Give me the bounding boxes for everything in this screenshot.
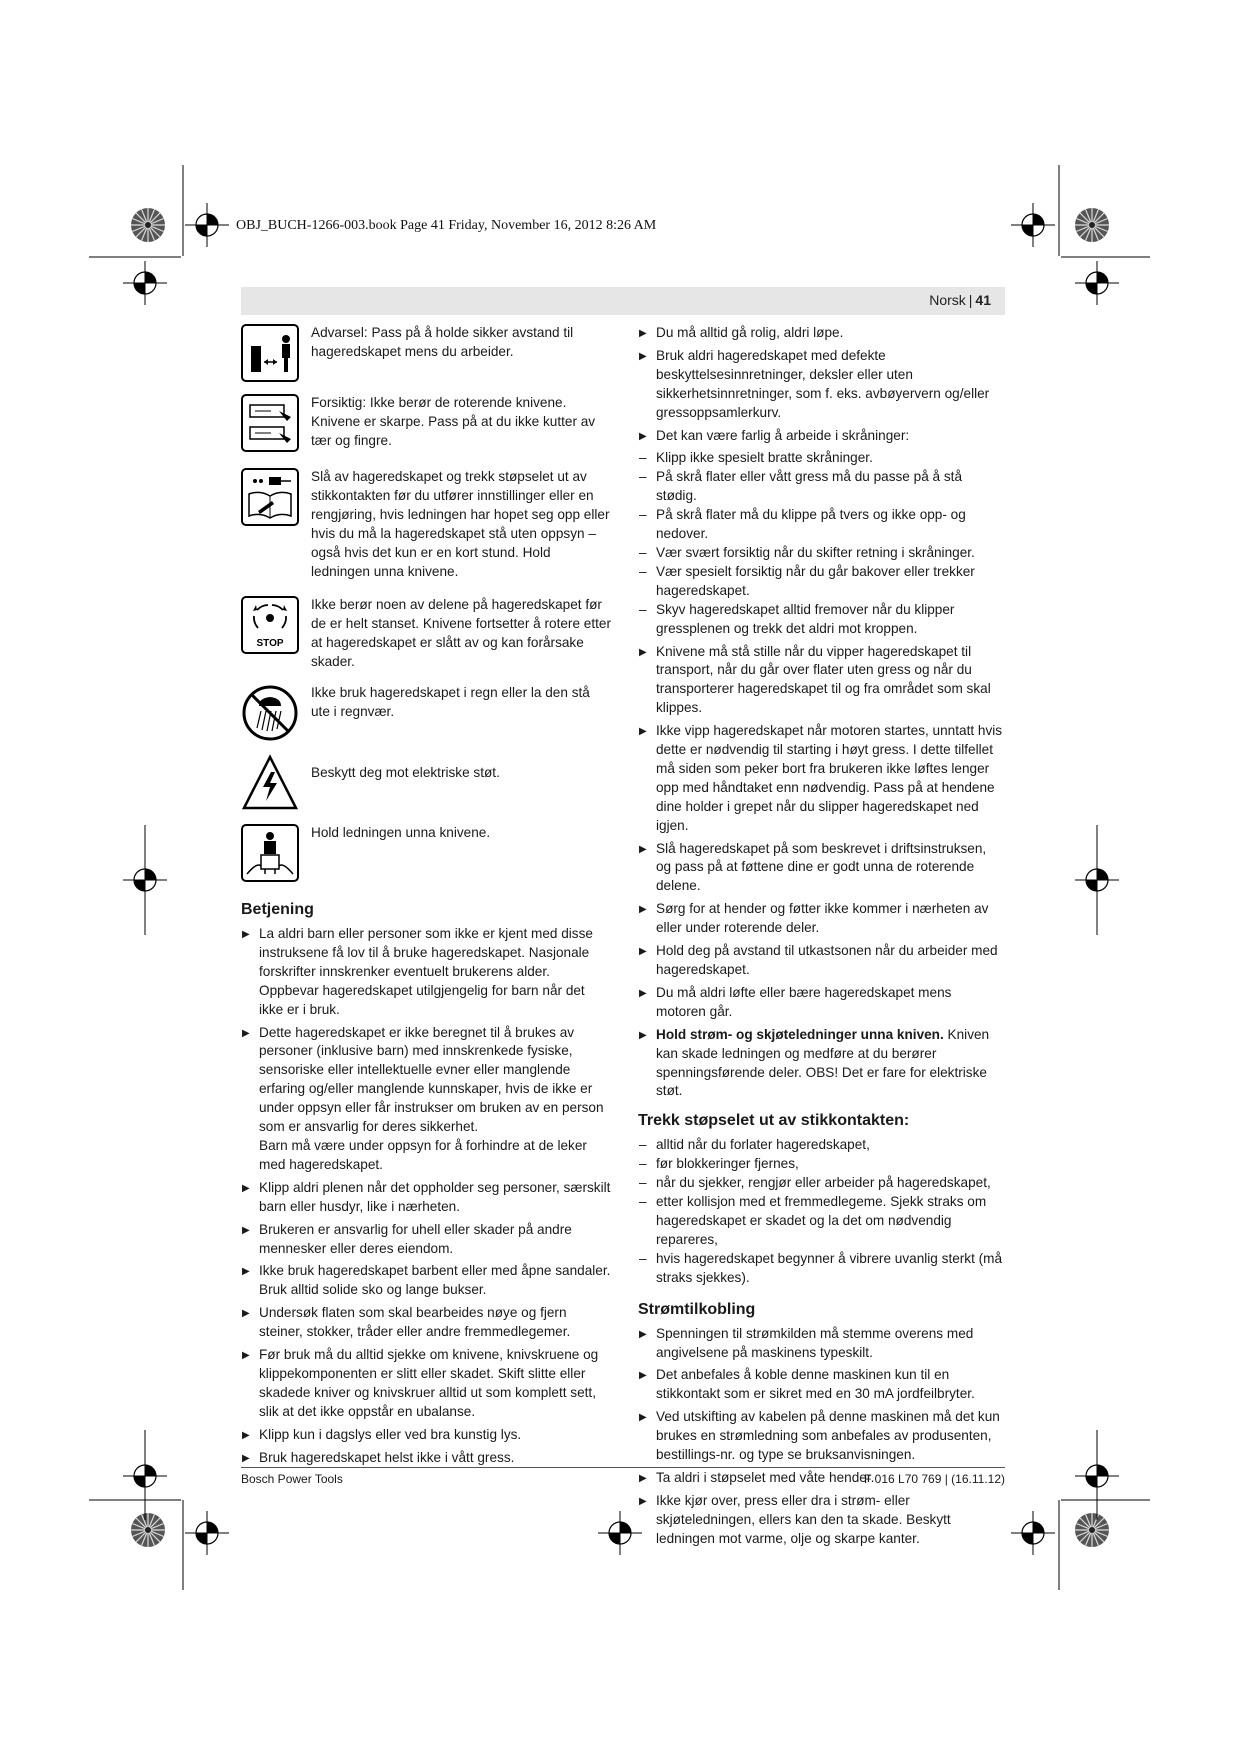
list-item: – Vær spesielt forsiktig når du går bakover eller trekker hageredskapet. — [638, 563, 1005, 601]
list-item: – alltid når du forlater hageredskapet, — [638, 1136, 1005, 1155]
footer-doc-number: F 016 L70 769 | (16.11.12) — [864, 1472, 1005, 1486]
book-header: OBJ_BUCH-1266-003.book Page 41 Friday, November 16, 2012 8:26 AM — [236, 218, 657, 233]
list-item-text: Brukeren er ansvarlig for uhell eller skader på andre mennesker eller deres eiendom. — [259, 1221, 572, 1256]
symbol-text: Ikke bruk hageredskapet i regn eller la den stå ute i regnvær. — [311, 685, 590, 719]
electric-shock-icon — [241, 754, 301, 812]
symbol-row — [241, 394, 611, 464]
list-item: – når du sjekker, rengjør eller arbeider på hageredskapet, — [638, 1174, 1005, 1193]
list-item — [241, 1346, 611, 1422]
unplug-list — [638, 1136, 1005, 1287]
list-item: ▶ Bruk aldri hageredskapet med defekte beskyttelsesinnretninger, deksler eller uten sikkerhetsinnretninger, som f. eks. avbøyervern og/eller gressoppsamlerkurv. — [638, 347, 1005, 423]
list-item — [241, 1221, 611, 1259]
rotating-blades-icon — [241, 394, 301, 452]
list-item-text: Dette hageredskapet er ikke beregnet til å brukes av personer (inklusive barn) med innskrenkede fysiske, sensoriske eller intellektuelle evner eller manglende erfaring og/eller manglende kunnskaper, hvis de ikke er under oppsyn eller får instrukser om bruken av en person som er ansvarlig for deres sikkerhet. — [259, 1024, 604, 1135]
unplug-manual-icon — [241, 468, 301, 526]
safety-distance-icon — [241, 324, 301, 382]
right-column — [638, 324, 1005, 1553]
list-item: ▶ Det anbefales å koble denne maskinen kun til en stikkontakt som er sikret med en 30 mA jordfeilbryter. — [638, 1366, 1005, 1404]
power-heading: Strømtilkobling — [638, 1300, 756, 1318]
list-item-bold: Hold strøm- og skjøteledninger unna kniven. — [656, 1026, 944, 1042]
list-item-text: La aldri barn eller personer som ikke er kjent med disse instruksene få lov til å bruke hageredskapet. Nasjonale forskrifter innskrenker eventuelt brukerens alder. Oppbevar hageredskapet utilgjengelig for barn når det ikke er i bruk. — [259, 926, 593, 1017]
list-item: – før blokkeringer fjernes, — [638, 1155, 1005, 1174]
list-item: – hvis hageredskapet begynner å vibrere uvanlig sterkt (må straks sjekkes). — [638, 1250, 1005, 1288]
list-item: ▶ Knivene må stå stille når du vipper hageredskapet til transport, når du går over flater uten gress og når du transporterer hageredskapet til og fra området som skal klippes. — [638, 643, 1005, 719]
slope-list — [638, 449, 1005, 638]
list-item-text: Før bruk må du alltid sjekke om knivene, knivskruene og klippekomponenten er slitt eller skadet. Skift slitte eller skadede kniver og knivskruer alltid ut som komplett sett, slik at det ikke oppstår en ubalanse. — [259, 1347, 599, 1419]
header-separator: | — [968, 292, 973, 308]
list-item: ▶ Du må alltid gå rolig, aldri løpe. — [638, 324, 1005, 343]
list-item-text: Klipp kun i dagslys eller ved bra kunstig lys. — [259, 1426, 522, 1442]
list-item: ▶ Ikke kjør over, press eller dra i strøm- eller skjøteledningen, ellers kan den ta skade. Beskytt ledningen mot varme, olje og skarpe kanter. — [638, 1492, 1005, 1549]
list-item — [241, 1426, 611, 1445]
list-item: ▶ Ta aldri i støpselet med våte hender. — [638, 1469, 1005, 1488]
list-item: – På skrå flater eller vått gress må du passe på å stå stødig. — [638, 468, 1005, 506]
symbol-text: Ikke berør noen av delene på hageredskapet før de er helt stanset. Knivene fortsetter å rotere etter at hageredskapet er slått av og kan forårsake skader. — [311, 597, 611, 669]
no-rain-icon — [241, 684, 301, 742]
list-item: – Klipp ikke spesielt bratte skråninger. — [638, 449, 1005, 468]
symbol-text: Forsiktig: Ikke berør de roterende knivene. Knivene er skarpe. Pass på at du ikke kutter av tær og fingre. — [311, 395, 596, 448]
list-item — [638, 1026, 1005, 1102]
page-header-band — [241, 287, 1005, 315]
symbol-row — [241, 324, 611, 390]
symbol-text: Hold ledningen unna knivene. — [311, 825, 491, 840]
betjening-list — [241, 925, 611, 1467]
list-item: ▶ Slå hageredskapet på som beskrevet i driftsinstruksen, og pass på at føttene dine er godt unna de roterende delene. — [638, 840, 1005, 897]
left-column — [241, 324, 611, 1471]
list-item: ▶ Spenningen til strømkilden må stemme overens med angivelsene på maskinens typeskilt. — [638, 1325, 1005, 1363]
symbol-row — [241, 684, 611, 750]
operation-list-a — [638, 324, 1005, 445]
list-item — [241, 1179, 611, 1217]
list-item: ▶ Du må aldri løfte eller bære hageredskapet mens motoren går. — [638, 984, 1005, 1022]
list-item — [241, 1024, 611, 1175]
list-item: ▶ Sørg for at hender og føtter ikke kommer i nærheten av eller under roterende deler. — [638, 900, 1005, 938]
list-item: – Skyv hageredskapet alltid fremover når du klipper gressplenen og trekk det aldri mot kroppen. — [638, 601, 1005, 639]
stop-label: STOP — [256, 638, 284, 649]
list-item — [241, 1262, 611, 1300]
cable-away-icon — [241, 824, 301, 882]
list-item — [241, 1449, 611, 1468]
list-item-text: Ikke bruk hageredskapet barbent eller med åpne sandaler. Bruk alltid solide sko og lange bukser. — [259, 1263, 611, 1298]
symbol-text: Advarsel: Pass på å holde sikker avstand til hageredskapet mens du arbeider. — [311, 325, 574, 359]
symbol-row — [241, 754, 611, 820]
operation-list-b — [638, 643, 1005, 1102]
betjening-heading: Betjening — [241, 901, 314, 918]
list-item: ▶ Ved utskifting av kabelen på denne maskinen må det kun brukes en strømledning som anbefales av produsenten, bestillings-nr. og type se bruksanvisningen. — [638, 1408, 1005, 1465]
list-item-note: Barn må være under oppsyn for å forhindre at de leker med hageredskapet. — [259, 1137, 587, 1172]
list-item: ▶ Hold deg på avstand til utkastsonen når du arbeider med hageredskapet. — [638, 942, 1005, 980]
list-item-text: Bruk hageredskapet helst ikke i vått gress. — [259, 1449, 515, 1465]
stop-rotation-icon — [241, 596, 301, 654]
footer-divider — [241, 1467, 1005, 1468]
list-item-text: Klipp aldri plenen når det oppholder seg personer, særskilt barn eller husdyr, like i nærheten. — [259, 1179, 611, 1214]
list-item: – Vær svært forsiktig når du skifter retning i skråninger. — [638, 544, 1005, 563]
symbol-text: Beskytt deg mot elektriske støt. — [311, 765, 500, 780]
list-item: – På skrå flater må du klippe på tvers og ikke opp- og nedover. — [638, 506, 1005, 544]
unplug-heading: Trekk støpselet ut av stikkontakten: — [638, 1112, 910, 1130]
list-item — [241, 925, 611, 1020]
language-label: Norsk — [929, 292, 966, 308]
symbol-row — [241, 596, 611, 680]
symbol-text: Slå av hageredskapet og trekk støpselet ut av stikkontakten før du utfører innstillinger eller en rengjøring, hvis ledningen har hopet seg opp eller hvis du må la hageredskapet stå uten oppsyn – også hvis det kun er en kort stund. Hold ledningen unna knivene. — [311, 469, 610, 579]
list-item — [241, 1304, 611, 1342]
symbol-row — [241, 824, 611, 894]
list-item-text: Kniven kan skade ledningen og medføre at du berører spenningsførende deler. OBS! Det er fare for elektriske støt. — [656, 1026, 990, 1099]
page-number: 41 — [975, 292, 991, 308]
list-item-text: Undersøk flaten som skal bearbeides nøye og fjern steiner, stokker, tråder eller andre fremmedlegemer. — [259, 1305, 571, 1340]
footer-brand: Bosch Power Tools — [241, 1472, 343, 1486]
list-item: ▶ Det kan være farlig å arbeide i skråninger: — [638, 427, 1005, 446]
list-item: ▶ Ikke vipp hageredskapet når motoren startes, unntatt hvis dette er nødvendig til starting i høyt gress. I dette tilfellet må siden som peker bort fra brukeren ikke løftes lenger opp med håndtaket enn nødvendig. Pass på at hendene dine holder i grepet når du slipper hageredskapet ned igjen. — [638, 722, 1005, 835]
symbol-row — [241, 468, 611, 592]
list-item: – etter kollisjon med et fremmedlegeme. Sjekk straks om hageredskapet er skadet og la det om nødvendig repareres, — [638, 1193, 1005, 1250]
power-list — [638, 1325, 1005, 1549]
page-header — [929, 292, 991, 308]
